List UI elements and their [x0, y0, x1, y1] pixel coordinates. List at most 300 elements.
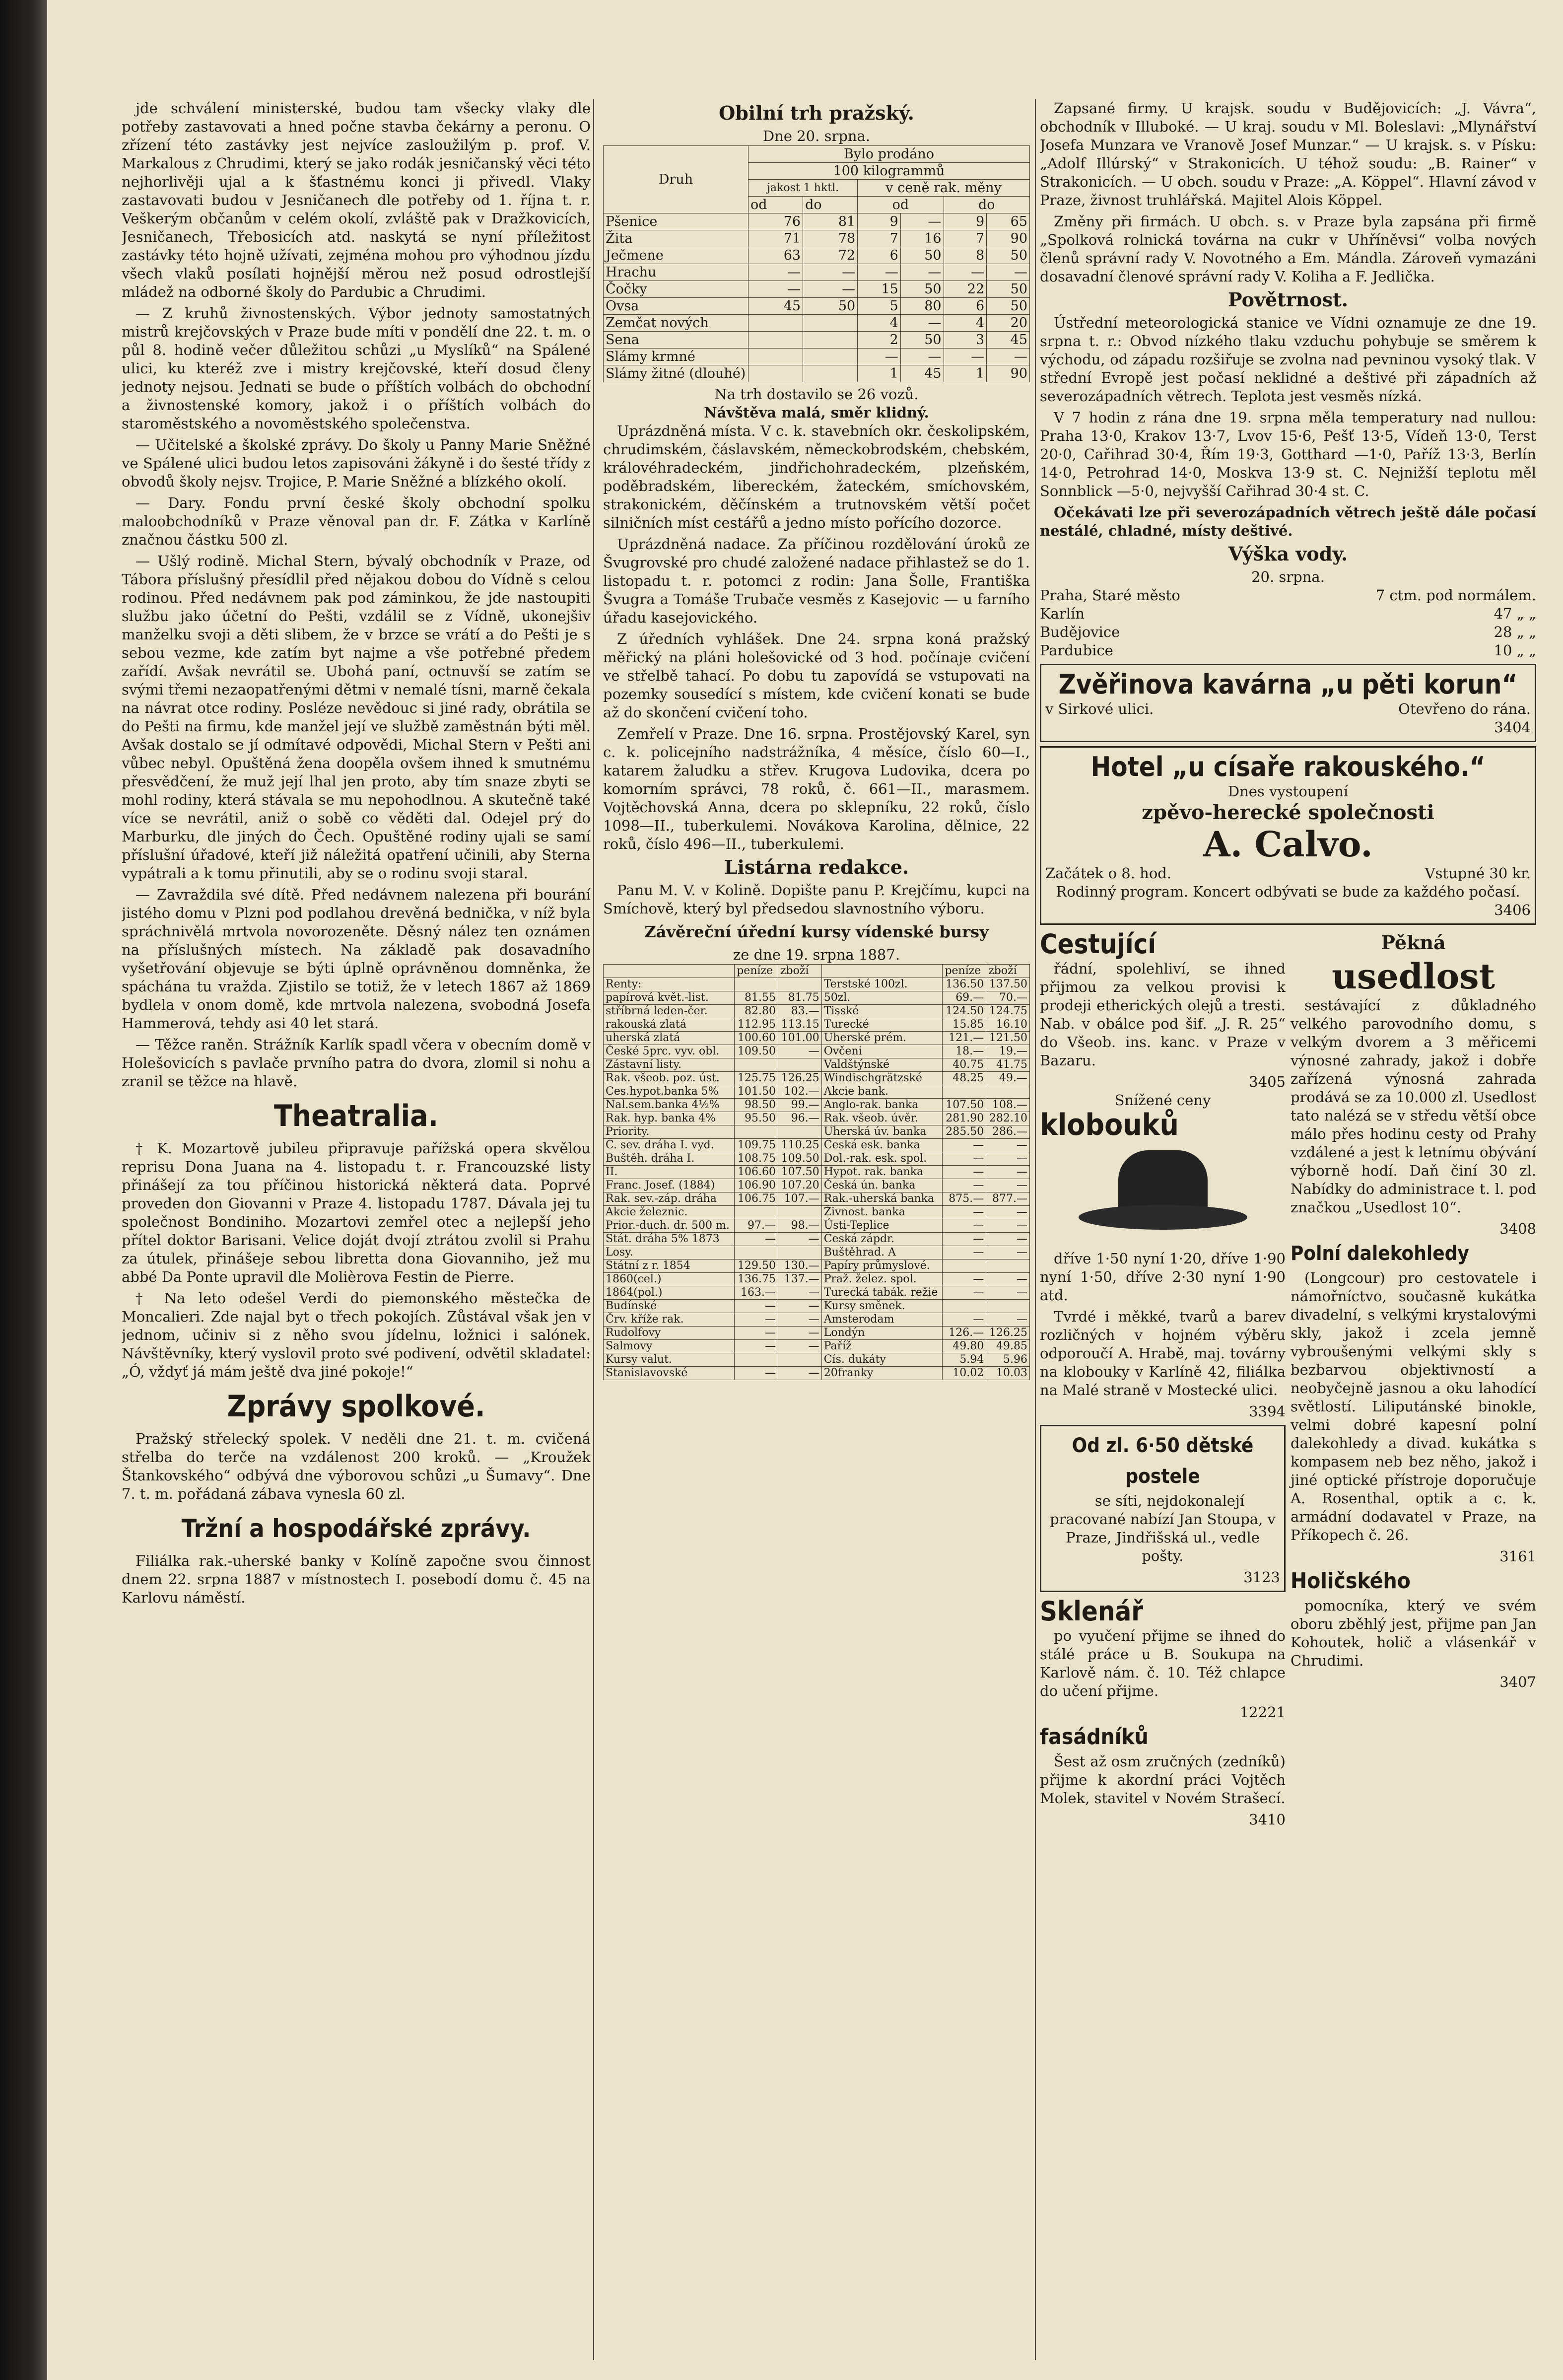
grain-value-cell	[803, 349, 858, 365]
grain-value-cell: 50	[987, 298, 1030, 315]
quote-cell: 130.—	[778, 1260, 821, 1273]
article-paragraph: Očekávati lze při severozápadních větrech ještě dále počasí nestálé, chladné, místy deštivé.	[1040, 504, 1536, 539]
quote-cell: —	[943, 1139, 986, 1152]
security-name-cell: Turecká tabák. režie	[821, 1286, 943, 1300]
grain-value-cell: 45	[900, 365, 944, 382]
security-name-cell: Budínské	[604, 1300, 735, 1313]
quote-cell: 163.—	[735, 1286, 778, 1300]
ad-number: 3394	[1249, 1403, 1286, 1420]
column-rule	[593, 99, 594, 2360]
quote-cell: —	[943, 1286, 986, 1300]
table-row	[604, 1313, 1030, 1327]
quote-cell: 129.50	[735, 1260, 778, 1273]
quote-cell: —	[943, 1273, 986, 1286]
water-level: 10 „ „	[1494, 642, 1536, 659]
quote-cell	[986, 1085, 1030, 1099]
grain-value-cell	[748, 332, 803, 349]
quote-cell: —	[943, 1166, 986, 1179]
security-name-cell: České 5prc. vyv. obl.	[604, 1045, 735, 1058]
quote-cell: —	[943, 1246, 986, 1260]
quote-cell	[943, 1300, 986, 1313]
ad-box	[1040, 746, 1536, 925]
grain-value-cell: 78	[803, 230, 858, 247]
grain-value-cell: 50	[900, 247, 944, 264]
ad-text: sestávající z důkladného velkého parovodního domu, s velkým dvorem a 3 měřicemi výnosné zahrady, jakož i dobře zařízená výnosná zahrada prodává se za 10.000 zl. Usedlost tato nalézá se v středu větší obce málo přes hodinu cesty od Prahy vzdálené a jest k letnímu obývání výborně hodí. Daň činí 30 zl. Nabídky do administrace t. l. pod značkou „Usedlost 10“.	[1291, 997, 1536, 1216]
security-name-cell: Uherské prém.	[821, 1032, 943, 1045]
quote-cell: 16.10	[986, 1018, 1030, 1032]
security-name-cell: Salmovy	[604, 1340, 735, 1353]
article-paragraph: † K. Mozartově jubileu připravuje pařížská opera skvělou reprisu Dona Juana na 4. listopadu t. r. Francouzské listy přinášejí za tou příčinou historická některá data. Poprvé proveden don Giovanni v Praze 4. listopadu 1787. Dávala jej tu společnost Bondiniho. Mozartovi zemřel otec a nejlepší jeho přítel doktor Barisani. Velice doját dvojí ztrátou zvolil si Prahu za útulek, přinášeje sebou libretta dona Giovanniho, jež mu abbé Da Ponte upravil dle Molièrova Festin de Pierre.	[122, 1140, 591, 1285]
grain-value-cell: 76	[748, 213, 803, 230]
table-header: v ceně rak. měny	[858, 180, 1030, 197]
table-row	[604, 365, 1030, 382]
quote-cell: 121.50	[986, 1032, 1030, 1045]
quote-cell	[735, 1058, 778, 1072]
article-paragraph: Ústřední meteorologická stanice ve Vídni oznamuje ze dne 19. srpna t. r.: Obvod nízkého tlaku vzduchu pohybuje se směrem k východu, od západu rozšiřuje se zvolna nad pevninou vysoký tlak. V střední Evropě jest počasí neklidné a deštivé při západních až severozápadních větrech. Teplota jest vesměs nízká.	[1040, 314, 1536, 405]
water-level-list	[1040, 586, 1536, 660]
security-name-cell: Turecké	[821, 1018, 943, 1032]
grain-value-cell: 8	[944, 247, 987, 264]
security-name-cell: rakouská zlatá	[604, 1018, 735, 1032]
grain-name-cell: Hrachu	[604, 264, 748, 281]
book-binding-edge	[0, 0, 47, 2380]
ad-title: usedlost	[1332, 956, 1495, 997]
quote-cell: 113.15	[778, 1018, 821, 1032]
article-paragraph: † Na leto odešel Verdi do piemonského městečka de Moncalieri. Zde najal byt o třech pokojích. Zůstával však jen v jednom, učiniv si z něho svou jídelnu, ložnici i salónek. Návštěvníky, který vyslovil proto své podivení, odvětil skladatel: „Ó, vždyť já mám ještě dva jiné pokoje!“	[122, 1290, 591, 1380]
grain-value-cell: —	[987, 349, 1030, 365]
quote-cell: 99.—	[778, 1099, 821, 1112]
article-paragraph: Zemřelí v Praze. Dne 16. srpna. Prostějovský Karel, syn c. k. policejního nadstrážníka, 4 měsíce, číslo 60—I., katarem žaludku a střev. Krugova Ludovika, dcera po komorním správci, 78 roků, č. 661—II., marasmem. Vojtěchovská Anna, dcera po sklepníku, 22 roků, číslo 1098—II., tuberkulemi. Novákova Karolina, dělnice, 22 roků, číslo 496—II., tuberkulemi.	[603, 725, 1030, 852]
station-name: Pardubice	[1040, 642, 1113, 659]
table-row	[604, 1045, 1030, 1058]
quote-cell: 82.80	[735, 1005, 778, 1018]
security-name-cell: Windischgrätzské	[821, 1072, 943, 1085]
grain-value-cell: 80	[900, 298, 944, 315]
grain-name-cell: Sena	[604, 332, 748, 349]
quote-cell: 285.50	[943, 1125, 986, 1139]
article-paragraph: — Těžce raněn. Strážník Karlík spadl včera v obecním domě v Holešovicích s pavlače prvního patra do dvora, zlomil si nohu a zranil se těžce na hlavě.	[122, 1036, 591, 1090]
security-name-cell: Rak. hyp. banka 4%	[604, 1112, 735, 1125]
security-name-cell: papírová květ.-list.	[604, 991, 735, 1005]
grain-value-cell: 50	[900, 281, 944, 298]
security-name-cell: Uherská úv. banka	[821, 1125, 943, 1139]
security-name-cell: Ces.hypot.banka 5%	[604, 1085, 735, 1099]
quote-cell: 107.50	[943, 1099, 986, 1112]
ad-number: 3407	[1499, 1674, 1536, 1690]
ad-number: 12221	[1239, 1704, 1286, 1721]
quote-cell: 112.95	[735, 1018, 778, 1032]
column-middle	[603, 99, 1030, 2365]
article-paragraph: V 7 hodin z rána dne 19. srpna měla temperatury nad nullou: Praha 13·0, Krakov 13·7, Lvov 15·6, Pešť 13·5, Vídeň 13·0, Terst 20·0, Cařihrad 30·4, Řím 19·3, Gotthard —1·0, Paříž 13·3, Berlín 14·0, Petrohrad 14·0, Moskva 13·9 st. C. Nejnižší teplotu měl Sonnblick —5·0, nejvyšší Cařihrad 30·4 st. C.	[1040, 409, 1536, 499]
table-row	[604, 1005, 1030, 1018]
ad-title: Sklenář	[1040, 1596, 1144, 1627]
article-paragraph: Z úředních vyhlášek. Dne 24. srpna koná pražský měřický na pláni holešovické od 3 hod. počínaje cvičení ve střelbě tahací. Po dobu tu zapovídá se vstupovati na pozemky sousedící s místem, kde cvičení konati se bude až do skončení cvičení toho.	[603, 630, 1030, 721]
quote-cell: —	[986, 1166, 1030, 1179]
security-name-cell: Kursy směnek.	[821, 1300, 943, 1313]
quote-cell	[986, 1300, 1030, 1313]
table-header: Bylo prodáno	[748, 146, 1030, 163]
security-name-cell: Ovčeni	[821, 1045, 943, 1058]
quote-cell: 109.75	[735, 1139, 778, 1152]
quote-cell: 126.25	[778, 1072, 821, 1085]
ad-text: dříve 1·50 nyní 1·20, dříve 1·90 nyní 1·50, dříve 2·30 nyní 1·90 atd.	[1040, 1250, 1286, 1304]
grain-name-cell: Slámy žitné (dlouhé)	[604, 365, 748, 382]
quote-cell: —	[735, 1300, 778, 1313]
ad-title: Pěkná	[1381, 931, 1446, 954]
table-header: od	[748, 197, 803, 213]
grain-name-cell: Slámy krmné	[604, 349, 748, 365]
ad-box	[1040, 664, 1536, 742]
water-level-row	[1040, 623, 1536, 641]
quote-cell: 69.—	[943, 991, 986, 1005]
grain-value-cell: 3	[944, 332, 987, 349]
grain-value-cell: 2	[858, 332, 901, 349]
quote-cell: 101.50	[735, 1085, 778, 1099]
article-paragraph: — Dary. Fondu první české školy obchodní spolku maloobchodníků v Praze věnoval pan dr. F. Zátka v Karlíně značnou částku 500 zl.	[122, 494, 591, 548]
table-row	[604, 1219, 1030, 1233]
quote-cell: —	[986, 1286, 1030, 1300]
quote-cell: 96.—	[778, 1112, 821, 1125]
water-level-row	[1040, 586, 1536, 605]
quote-cell: 83.—	[778, 1005, 821, 1018]
grain-value-cell	[748, 365, 803, 382]
security-name-cell: Anglo-rak. banka	[821, 1099, 943, 1112]
grain-value-cell: 4	[858, 315, 901, 332]
article-paragraph: — Učitelské a školské zprávy. Do školy u Panny Marie Sněžné ve Spálené ulici budou letos zapisováni žákyně i do šesté třídy z obvodů školy nejsv. Trojice, P. Marie Sněžné a blízkého okolí.	[122, 436, 591, 490]
ad-title: Holičského	[1291, 1568, 1411, 1594]
table-header: peníze	[735, 965, 778, 978]
table-row	[604, 1233, 1030, 1246]
water-level-row	[1040, 605, 1536, 623]
column-rule	[1035, 99, 1036, 2360]
grain-value-cell: 50	[987, 247, 1030, 264]
quote-cell: —	[986, 1139, 1030, 1152]
grain-value-cell: 1	[858, 365, 901, 382]
ad-number: 3406	[1494, 902, 1531, 918]
quote-cell: 100.60	[735, 1032, 778, 1045]
quote-cell	[986, 1260, 1030, 1273]
quote-cell	[943, 1260, 986, 1273]
quote-cell: —	[778, 1340, 821, 1353]
quote-cell: 126.—	[943, 1327, 986, 1340]
security-name-cell: Valdštýnské	[821, 1058, 943, 1072]
ad-text: Šest až osm zručných (zedníků) přijme k akordní práci Vojtěch Molek, stavitel v Novém Strašecí.	[1040, 1753, 1286, 1807]
quote-cell: —	[735, 1367, 778, 1380]
bourse-date: ze dne 19. srpna 1887.	[733, 946, 900, 963]
ad-number: 3405	[1249, 1073, 1286, 1090]
table-row	[604, 1032, 1030, 1045]
quote-cell: 18.—	[943, 1045, 986, 1058]
table-header: do	[944, 197, 1029, 213]
quote-cell: 126.25	[986, 1327, 1030, 1340]
article-paragraph: Zapsané firmy. U krajsk. soudu v Budějovicích: „J. Vávra“, obchodník v Illuboké. — U kraj. soudu v Ml. Boleslavi: „Mlynářství Josefa Munzara ve Vranově Josef Munzar.“ — U krajsk. s. v Písku: „Adolf Illúrský“ v Strakonicích. U téhož soudu: „B. Rainer“ v Strakonicích. — U obch. soudu v Praze: „A. Köppel“. Hlavní závod v Praze, živnost truhlářská. Majitel Alois Köppel.	[1040, 100, 1536, 209]
security-name-cell: Prior.-duch. dr. 500 m.	[604, 1219, 735, 1233]
table-row	[604, 1206, 1030, 1219]
ad-number: 3161	[1499, 1548, 1536, 1565]
ad-title: Zvěřinova kavárna „u pěti korun“	[1058, 669, 1518, 700]
table-row	[604, 1152, 1030, 1166]
table-row	[604, 965, 1030, 978]
grain-value-cell: 6	[858, 247, 901, 264]
quote-cell: 97.—	[735, 1219, 778, 1233]
quote-cell: 282.10	[986, 1112, 1030, 1125]
table-header: do	[803, 197, 858, 213]
quote-cell: —	[986, 1179, 1030, 1192]
newspaper-page	[47, 0, 1563, 2380]
grain-value-cell: 5	[858, 298, 901, 315]
grain-value-cell: —	[900, 264, 944, 281]
ad-title: Od zl. 6·50 dětské postele	[1072, 1434, 1254, 1488]
quote-cell: 137.50	[986, 978, 1030, 991]
security-name-cell: Rak. sev.-záp. dráha	[604, 1192, 735, 1206]
ad-text: řádní, spolehliví, se ihned přijmou za velkou provisi k prodeji etherických olejů a tresti. Nab. v obálce pod šif. „J. R. 25“ do Všeob. ins. kanc. v Praze v Bazaru.	[1040, 960, 1286, 1069]
grain-value-cell: 4	[944, 315, 987, 332]
table-row	[604, 1099, 1030, 1112]
quote-cell	[778, 1058, 821, 1072]
quote-cell	[735, 1246, 778, 1260]
quote-cell: —	[986, 1219, 1030, 1233]
grain-value-cell: —	[858, 349, 901, 365]
grain-value-cell: 7	[944, 230, 987, 247]
quote-cell: —	[735, 1233, 778, 1246]
ad-number: 3408	[1499, 1220, 1536, 1237]
security-name-cell: Tisské	[821, 1005, 943, 1018]
grain-name-cell: Ječmene	[604, 247, 748, 264]
quote-cell: 137.—	[778, 1273, 821, 1286]
quote-cell: 136.50	[943, 978, 986, 991]
quote-cell: 49.85	[986, 1340, 1030, 1353]
grain-value-cell: —	[900, 213, 944, 230]
ad-text: Snížené ceny	[1114, 1092, 1211, 1109]
grain-value-cell: —	[900, 315, 944, 332]
security-name-cell: Buštěh. dráha I.	[604, 1152, 735, 1166]
table-row	[604, 991, 1030, 1005]
quote-cell: —	[986, 1313, 1030, 1327]
quote-cell: 10.02	[943, 1367, 986, 1380]
bourse-table	[603, 964, 1030, 1380]
hat-illustration	[1074, 1145, 1252, 1245]
quote-cell: 286.—	[986, 1125, 1030, 1139]
water-level-row	[1040, 641, 1536, 660]
quote-cell	[778, 1206, 821, 1219]
security-name-cell: Rak.-uherská banka	[821, 1192, 943, 1206]
quote-cell: 877.—	[986, 1192, 1030, 1206]
table-row	[604, 315, 1030, 332]
section-heading: Theatralia.	[273, 1099, 439, 1133]
article-paragraph: — Ušlý rodině. Michal Stern, bývalý obchodník v Praze, od Tábora příslušný přesídlil před nějakou dobou do Vídně s celou rodinou. Před nedávnem pak pod záminkou, že jde nastoupiti službu jako účetní do Pešti, vzdálil se z Vídně, ukonejšiv manželku svoji a děti slibem, že v brzce se vrátí a do Pešti je s sebou vezme, kde zatím byt najme a vše potřebné předem zařídí. Avšak nevrátil se. Ubohá paní, octnuvší se zatím se svými třemi nezaopatřenými dětmi v nemalé tísni, marně čekala na návrat otce rodiny. Posléze nevědouc si jiné rady, obrátila se do Pešti na firmu, kde manžel její ve službě zaměstnán býti měl. Avšak dostalo se jí odmítavé odpovědi, Michal Stern v Pešti ani vůbec nebyl. Opuštěná žena doopěla ovšem ihned k smutnému přesvědčení, že muž její lhal jen proto, aby tím snaze zbyti se mohl rodiny, která stávala se mu nepohodlnou. A skutečně také více se nevrátil, aniž o sobě co věděti dal. Odejel prý do Marburku, dle jiných do Čech. Opuštěné rodiny ujali se samí příslušní úřadové, kteří již náležitá opatření učinili, aby Sterna vypátrali a k tomu přinutili, aby se o rodinu svoji staral.	[122, 553, 591, 882]
table-header: od	[858, 197, 944, 213]
security-name-cell: Rak. všeob. úvěr.	[821, 1112, 943, 1125]
security-name-cell: Terstské 100zl.	[821, 978, 943, 991]
quote-cell: —	[986, 1246, 1030, 1260]
ad-text: Rodinný program. Koncert odbývati se bude za každého počasí.	[1056, 883, 1520, 900]
security-name-cell: Nal.sem.banka 4½%	[604, 1099, 735, 1112]
quote-cell: 48.25	[943, 1072, 986, 1085]
quote-cell: 107.—	[778, 1192, 821, 1206]
quote-cell	[943, 1085, 986, 1099]
ad-text: Dnes vystoupení	[1227, 783, 1349, 800]
table-row	[604, 247, 1030, 264]
quote-cell: 81.55	[735, 991, 778, 1005]
article-paragraph: — Zavraždila své dítě. Před nedávnem nalezena při bourání jistého domu v Plzni pod podlahou drevěná bednička, v níž byla spráchnivělá mrtvola novorozeněte. Děsný nález ten oznámen na příslušných místech. Na základě pak dosavadního vyšetřování objevuje se býti úplně oprávněnou domněnka, že spáchána tu vražda. Zjistilo se totiž, že v letech 1867 až 1869 bydlela v onom domě, kde mrtvola nalezena, svobodná Josefa Hammerová, tehdy asi 40 let stará.	[122, 886, 591, 1032]
grain-value-cell: 71	[748, 230, 803, 247]
grain-value-cell: 63	[748, 247, 803, 264]
ad-title: fasádníků	[1040, 1724, 1149, 1750]
grain-note: Návštěva malá, směr klidný.	[704, 404, 929, 421]
grain-value-cell	[803, 365, 858, 382]
grain-value-cell	[748, 349, 803, 365]
article-paragraph: Uprázdněná místa. V c. k. stavebních okr. českolipském, chrudimském, čáslavském, německobrodském, chebském, královéhradeckém, jindřichohradeckém, plzeňském, poděbradském, libereckém, žateckém, smíchovském, strakonickém, děčínském a trutnovském větší počet silničních míst cestářů a jedno místo pořícího dozorce.	[603, 422, 1030, 531]
grain-value-cell	[748, 315, 803, 332]
quote-cell: 106.75	[735, 1192, 778, 1206]
table-header	[604, 965, 735, 978]
table-row	[604, 1246, 1030, 1260]
water-level: 47 „ „	[1494, 605, 1536, 622]
security-name-cell: uherská zlatá	[604, 1032, 735, 1045]
grain-value-cell: 50	[803, 298, 858, 315]
table-row	[604, 332, 1030, 349]
grain-value-cell: 1	[944, 365, 987, 382]
ad-text: Vstupné 30 kr.	[1425, 865, 1531, 882]
grain-value-cell: 65	[987, 213, 1030, 230]
ad-performer: A. Calvo.	[1203, 824, 1373, 865]
ad-number: 3404	[1494, 719, 1531, 736]
security-name-cell: Paříž	[821, 1340, 943, 1353]
table-header: jakost 1 hktl.	[748, 180, 858, 197]
table-row	[604, 1125, 1030, 1139]
grain-value-cell: 6	[944, 298, 987, 315]
ad-title: Hotel „u císaře rakouského.“	[1090, 751, 1486, 782]
quote-cell: 10.03	[986, 1367, 1030, 1380]
grain-name-cell: Žita	[604, 230, 748, 247]
grain-value-cell: 72	[803, 247, 858, 264]
grain-value-cell: —	[803, 281, 858, 298]
quote-cell: —	[735, 1340, 778, 1353]
security-name-cell: Praž. želez. spol.	[821, 1273, 943, 1286]
article-paragraph: Filiálka rak.-uherské banky v Kolíně započne svou činnost dnem 22. srpna 1887 v místnostech I. posebodí domu č. 45 na Karlovu náměstí.	[122, 1552, 591, 1606]
table-row	[604, 1072, 1030, 1085]
table-row	[604, 349, 1030, 365]
grain-value-cell: —	[748, 281, 803, 298]
section-heading: Zprávy spolkové.	[227, 1389, 485, 1424]
table-row	[604, 1085, 1030, 1099]
ad-box	[1040, 1425, 1286, 1592]
quote-cell: —	[778, 1313, 821, 1327]
grain-value-cell: 50	[900, 332, 944, 349]
table-row	[604, 1112, 1030, 1125]
table-header: peníze	[943, 965, 986, 978]
grain-value-cell: 9	[858, 213, 901, 230]
quote-cell: 875.—	[943, 1192, 986, 1206]
table-row	[604, 1166, 1030, 1179]
grain-name-cell: Čočky	[604, 281, 748, 298]
quote-cell: —	[735, 1313, 778, 1327]
quote-cell: 49.80	[943, 1340, 986, 1353]
quote-cell: —	[943, 1179, 986, 1192]
table-header: zboží	[986, 965, 1030, 978]
quote-cell: 70.—	[986, 991, 1030, 1005]
quote-cell: —	[986, 1233, 1030, 1246]
grain-value-cell: 15	[858, 281, 901, 298]
quote-cell	[735, 1125, 778, 1139]
grain-price-table	[603, 145, 1030, 382]
quote-cell: —	[735, 1327, 778, 1340]
security-name-cell: Črv. kříže rak.	[604, 1313, 735, 1327]
quote-cell: 110.25	[778, 1139, 821, 1152]
security-name-cell: 1864(pol.)	[604, 1286, 735, 1300]
table-row	[604, 264, 1030, 281]
quote-cell: 40.75	[943, 1058, 986, 1072]
quote-cell	[778, 1125, 821, 1139]
table-row	[604, 1260, 1030, 1273]
table-row	[604, 298, 1030, 315]
grain-value-cell: 45	[748, 298, 803, 315]
quote-cell: —	[986, 1273, 1030, 1286]
table-row	[604, 230, 1030, 247]
ad-number: 3123	[1243, 1569, 1280, 1586]
quote-cell	[778, 978, 821, 991]
table-row	[604, 1018, 1030, 1032]
table-row	[604, 213, 1030, 230]
security-name-cell: 50zl.	[821, 991, 943, 1005]
grain-value-cell: —	[944, 264, 987, 281]
security-name-cell: stříbrná leden-čer.	[604, 1005, 735, 1018]
quote-cell: —	[778, 1327, 821, 1340]
security-name-cell: Cís. dukáty	[821, 1353, 943, 1367]
grain-value-cell: 81	[803, 213, 858, 230]
quote-cell: 106.60	[735, 1166, 778, 1179]
security-name-cell: Č. sev. dráha I. vyd.	[604, 1139, 735, 1152]
security-name-cell: Priority.	[604, 1125, 735, 1139]
quote-cell: 49.—	[986, 1072, 1030, 1085]
table-header: zboží	[778, 965, 821, 978]
table-row	[604, 1179, 1030, 1192]
security-name-cell: II.	[604, 1166, 735, 1179]
grain-value-cell: 45	[987, 332, 1030, 349]
quote-cell: —	[943, 1152, 986, 1166]
table-row	[604, 1353, 1030, 1367]
security-name-cell: Rudolfovy	[604, 1327, 735, 1340]
security-name-cell: Česká esk. banka	[821, 1139, 943, 1152]
grain-value-cell: —	[748, 264, 803, 281]
quote-cell: —	[986, 1206, 1030, 1219]
quote-cell	[735, 978, 778, 991]
quote-cell: —	[778, 1045, 821, 1058]
ad-text: pomocníka, který ve svém oboru zběhlý jest, přijme pan Jan Kohoutek, holič a vlásenkář v Chrudimi.	[1291, 1597, 1536, 1669]
quote-cell: 41.75	[986, 1058, 1030, 1072]
quote-cell: 106.90	[735, 1179, 778, 1192]
table-header: 100 kilogrammů	[748, 163, 1030, 180]
grain-name-cell: Zemčat nových	[604, 315, 748, 332]
security-name-cell: Živnost. banka	[821, 1206, 943, 1219]
station-name: Budějovice	[1040, 624, 1120, 640]
ad-text: zpěvo-herecké společnosti	[1142, 801, 1434, 824]
grain-value-cell: 20	[987, 315, 1030, 332]
quote-cell	[778, 1353, 821, 1367]
quote-cell: —	[778, 1233, 821, 1246]
ad-title: klobouků	[1040, 1108, 1179, 1142]
security-name-cell: Losy.	[604, 1246, 735, 1260]
quote-cell: 121.—	[943, 1032, 986, 1045]
grain-market-title: Obilní trh pražský.	[719, 102, 914, 124]
table-row	[604, 1300, 1030, 1313]
ad-number: 3410	[1249, 1811, 1286, 1828]
quote-cell: 15.85	[943, 1018, 986, 1032]
column-right	[1040, 99, 1536, 2365]
quote-cell: 125.75	[735, 1072, 778, 1085]
grain-value-cell: 16	[900, 230, 944, 247]
grain-value-cell: 90	[987, 365, 1030, 382]
